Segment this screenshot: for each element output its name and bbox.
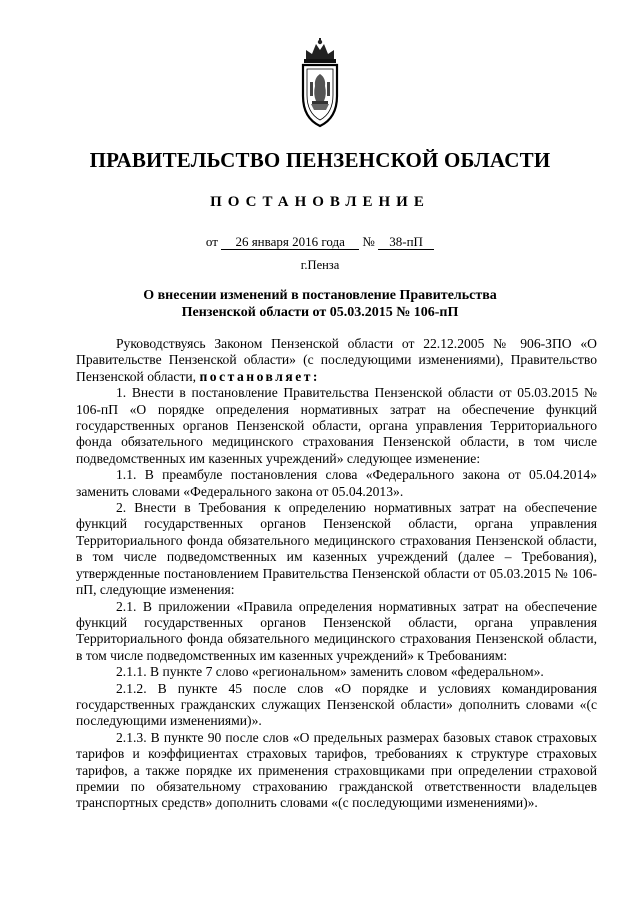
document-number: 38-пП [378,235,434,250]
paragraph-1: 1. Внести в постановление Правительства Пензенской области от 05.03.2015 № 106-пП «О порядке определения нормативных затрат на обеспечение функций государственных органов Пензенской области, органа управления Территориального фонда обязательного медицинского страхования Пензенской области, в том числе подведомственных им казенных учреждений» следующее изменение: [76,385,597,466]
paragraph-2-1: 2.1. В приложении «Правила определения нормативных затрат на обеспечение функций государственных органов Пензенской области, органа управления Территориального фонда обязательного медицинского страхования Пензенской области, в том числе подведомственных им казенных учреждений» к Требованиям: [76,598,597,663]
resolves-keyword: постановляет: [199,368,320,384]
government-title: ПРАВИТЕЛЬСТВО ПЕНЗЕНСКОЙ ОБЛАСТИ [89,148,551,172]
subject-line-2: Пензенской области от 05.03.2015 № 106-пП [181,305,459,320]
paragraph-2-1-1: 2.1.1. В пункте 7 слово «региональном» заменить словом «федеральном». [116,664,544,680]
paragraph-1-1: 1.1. В преамбуле постановления слова «Федерального закона от 05.04.2014» заменить словами «Федерального закона от 05.04.2013». [76,467,597,499]
paragraph-2-1-3: 2.1.3. В пункте 90 после слов «О предельных размерах базовых ставок страховых тарифов и коэффициентах страховых тарифов, требованиях к структуре страховых тарифов, а также порядке их применения страховщиками при определении страховой премии по обязательному страхованию гражданской ответственности владельцев транспортных средств» дополнить словами «(с последующими изменениями)». [76,729,597,811]
paragraph-preamble [76,336,597,385]
date-prefix: от [205,234,218,249]
date-number-line [0,234,640,250]
subject-line-1: О внесении изменений в постановление Правительства [143,288,497,303]
document-type-heading: ПОСТАНОВЛЕНИЕ [210,194,430,210]
paragraph-2-1-2: 2.1.2. В пункте 45 после слов «О порядке и условиях командирования государственных гражданских служащих Пензенской области» дополнить словами «(с последующими изменениями)». [76,680,597,729]
document-body [76,336,597,812]
city-name: г.Пенза [300,258,340,272]
document-subject [0,287,640,321]
paragraph-2: 2. Внести в Требования к определению нормативных затрат на обеспечение функций государственных органов Пензенской области, органа управления Территориального фонда обязательного медицинского страхования Пензенской области, в том числе подведомственных им казенных учреждений (далее – Требования), утвержденные постановлением Правительства Пензенской области от 05.03.2015 № 106-пП, следующие изменения: [76,500,597,598]
coat-of-arms-emblem [298,38,342,130]
preamble-text: Руководствуясь Законом Пензенской области от 22.12.2005 № 906-ЗПО «О Правительстве Пензенской области» (с последующими изменениями), Правительство Пензенской области, [76,336,597,384]
document-date: 26 января 2016 года [221,235,359,250]
number-prefix: № [362,234,375,249]
